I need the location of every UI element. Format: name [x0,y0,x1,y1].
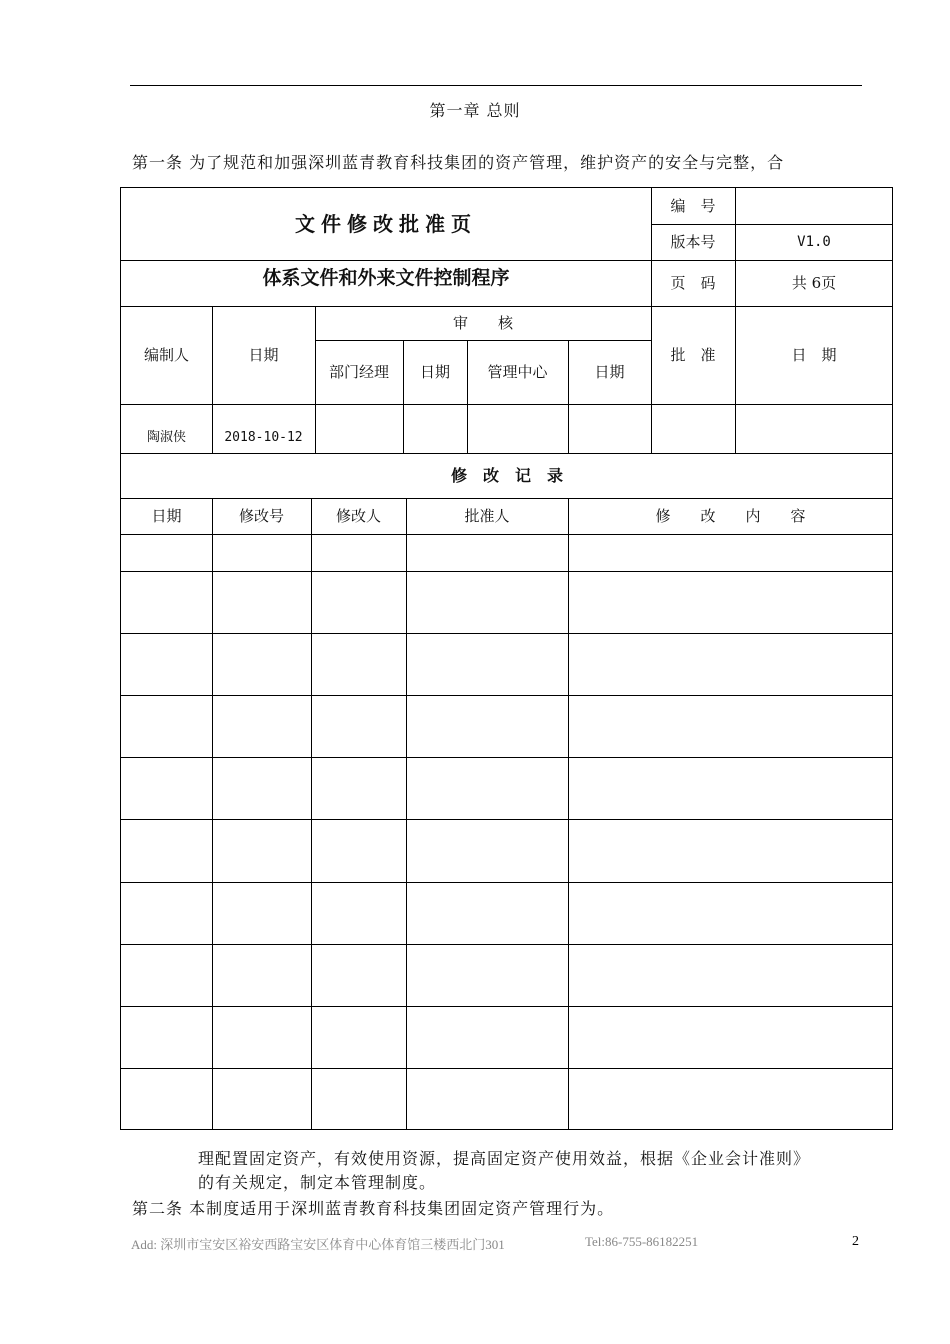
label-pages: 页 码 [670,274,716,292]
footer-tel: Tel:86-755-86182251 [585,1234,699,1249]
grid-line [121,571,893,572]
record-header-content: 修 改 内 容 [655,507,806,525]
record-header-reviser: 修改人 [335,507,381,525]
header-rule [130,85,862,86]
footer-address: Add: 深圳市宝安区裕安西路宝安区体育中心体育馆三楼西北门301 [131,1237,505,1252]
record-header-date: 日期 [151,507,182,525]
label-version: 版本号 [670,233,716,251]
value-number [735,188,893,224]
grid-line [121,695,893,696]
document-name: 体系文件和外来文件控制程序 [262,266,510,289]
record-header-approver: 批准人 [464,507,510,525]
grid-line [212,498,213,1130]
label-approve-date: 日 期 [791,346,837,364]
grid-line [311,498,312,1130]
grid-line [568,498,569,1130]
page-number: 2 [852,1234,859,1249]
approval-form [120,187,893,1130]
label-review: 审 核 [452,314,513,332]
label-date: 日期 [248,346,279,364]
value-compiler: 陶淑侠 [146,429,186,445]
article-1-line-2: 理配置固定资产，有效使用资源，提高固定资产使用效益，根据《企业会计准则》 [198,1149,811,1168]
article-1-line-3: 的有关规定，制定本管理制度。 [198,1173,437,1192]
grid-line [121,757,893,758]
grid-line [121,944,893,945]
label-dept-manager: 部门经理 [328,363,389,381]
value-date: 2018-10-12 [224,429,303,445]
record-header-revision-no: 修改号 [238,507,284,525]
article-2: 第二条 本制度适用于深圳蓝青教育科技集团固定资产管理行为。 [132,1199,615,1218]
grid-line [121,1006,893,1007]
grid-line [121,534,893,535]
grid-line [121,633,893,634]
label-review-date-2: 日期 [594,363,625,381]
grid-line [406,498,407,1130]
grid-line [121,819,893,820]
label-management-center: 管理中心 [487,363,548,381]
grid-line [121,882,893,883]
record-title: 修 改 记 录 [450,465,563,485]
grid-line [121,1068,893,1069]
label-approve: 批 准 [670,346,716,364]
form-title: 文件修改批准页 [295,212,477,236]
label-review-date-1: 日期 [419,363,450,381]
label-compiler: 编制人 [143,346,189,364]
value-version: V1.0 [797,233,831,250]
chapter-title: 第一章 总则 [429,101,521,120]
grid-line [121,404,893,405]
value-pages: 共 6页 [791,274,837,292]
article-1-line-1: 第一条 为了规范和加强深圳蓝青教育科技集团的资产管理，维护资产的安全与完整，合 [132,153,785,172]
label-number: 编 号 [670,197,716,215]
